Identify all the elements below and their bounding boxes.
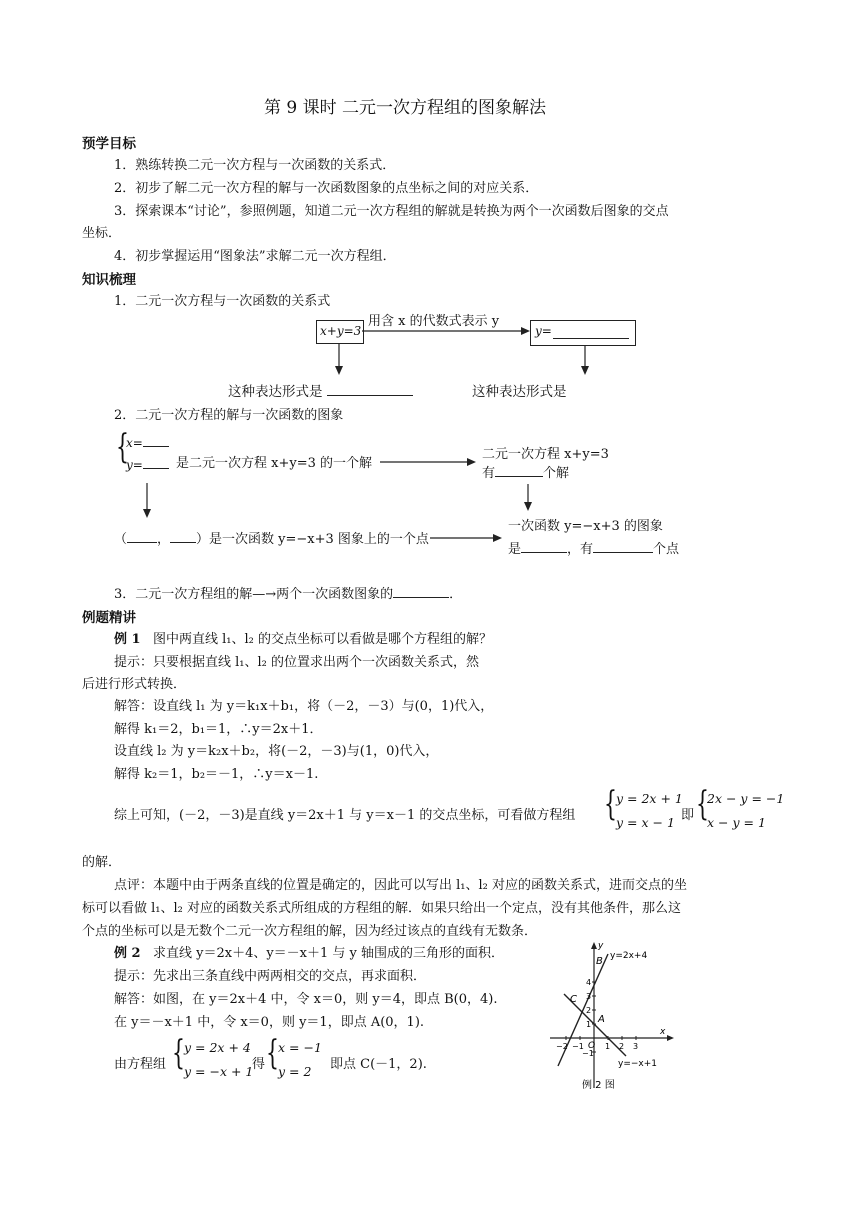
x-tick-2: 2: [619, 1042, 625, 1051]
example-1-summary: 综上可知，(－2，－3)是直线 y＝2x＋1 与 y＝x－1 的交点坐标，可看做方程组: [114, 808, 576, 823]
x-tick-3: 3: [633, 1042, 639, 1051]
right-text-4: 是 ，有 个点: [508, 542, 680, 557]
section-heading-goals: 预学目标: [82, 136, 136, 152]
word-ji: 即: [681, 808, 695, 823]
brace-a: {: [604, 784, 617, 824]
figure-caption: 例 2 图: [582, 1080, 615, 1091]
example-2-question: 例 2 求直线 y＝2x＋4、y＝－x＋1 与 y 轴围成的三角形的面积．: [114, 946, 505, 961]
x-tick-1: 1: [605, 1042, 611, 1051]
example-2-step-3b: 即点 C(－1，2).: [330, 1057, 427, 1072]
x-tick-neg2: −2: [556, 1042, 568, 1051]
example-2-hint: 提示：先求出三条直线中两两相交的交点，再求面积．: [114, 969, 427, 984]
brace-c: {: [172, 1033, 185, 1073]
x-tick-neg1: −1: [572, 1042, 584, 1051]
y-tick-2: 2: [586, 1006, 592, 1015]
example-2-step-1: 解答：如图，在 y＝2x＋4 中，令 x＝0，则 y＝4，即点 B(0，4).: [114, 992, 498, 1007]
brace-d: {: [266, 1033, 279, 1073]
form-label-right: 这种表达形式是: [472, 384, 567, 400]
y-tick-4: 4: [586, 978, 592, 987]
word-de: 得: [252, 1057, 266, 1072]
goal-item-3-cont: 坐标．: [82, 226, 122, 241]
example-2-figure: [548, 938, 678, 1098]
solution-eq-2: y = 2: [278, 1064, 312, 1079]
diagram-solution-arrows: [0, 0, 860, 600]
y-tick-3: 3: [586, 992, 592, 1001]
system-a-eq-2: y = x − 1: [616, 815, 675, 830]
solution-text: 是二元一次方程 x+y=3 的一个解: [176, 456, 372, 471]
brace-solution: {: [116, 427, 129, 467]
example-2-step-2: 在 y＝－x＋1 中，令 x＝0，则 y＝1，即点 A(0，1).: [114, 1015, 425, 1030]
example-1-hint-2: 后进行形式转换．: [82, 677, 187, 692]
point-b-label: B: [596, 956, 603, 967]
axis-x-label: x: [660, 1027, 666, 1037]
goal-item-3: 3．探索课本“讨论”，参照例题，知道二元一次方程组的解就是转换为两个一次函数后图象的交点: [114, 204, 669, 219]
example-1-comment-2: 标可以看做 l₁、l₂ 对应的函数关系式所组成的方程组的解．如果只给出一个定点，没有其他条件，那么这: [82, 901, 682, 916]
y-axis-arrow: [591, 942, 597, 949]
solution-y: y=: [126, 458, 169, 472]
point-text: （ ， ）是一次函数 y=−x+3 图象上的一个点: [114, 532, 429, 547]
solution-x: x=: [126, 436, 169, 450]
point-a-label: A: [598, 1014, 605, 1025]
goal-item-4: 4．初步掌握运用“图象法”求解二元一次方程组．: [114, 249, 396, 264]
system-c-eq-2: y = −x + 1: [184, 1064, 254, 1079]
form-label-left: 这种表达形式是: [228, 380, 413, 400]
system-b-eq-2: x − y = 1: [707, 815, 766, 830]
axis-y-label: y: [598, 941, 604, 951]
right-text-1: 二元一次方程 x+y=3: [482, 447, 609, 462]
line-1-label: y=2x+4: [610, 951, 648, 961]
example-2-step-3a: 由方程组: [114, 1057, 167, 1072]
origin-label: O: [588, 1041, 596, 1051]
example-1-step-2: 解得 k₁＝2，b₁＝1，∴y＝2x＋1．: [114, 722, 323, 737]
example-1-step-4: 解得 k₂＝1，b₂＝－1，∴y＝x－1.: [114, 767, 319, 782]
section-heading-knowledge: 知识梳理: [82, 272, 136, 288]
knowledge-item-2: 2．二元一次方程的解与一次函数的图象: [114, 408, 344, 423]
point-c-label: C: [570, 994, 577, 1005]
example-1-comment-3: 个点的坐标可以是无数个二元一次方程组的解，因为经过该点的直线有无数条．: [82, 924, 538, 939]
line-2-label: y=−x+1: [618, 1059, 658, 1069]
brace-b: {: [696, 784, 709, 824]
knowledge-item-3: 3．二元一次方程组的解—→两个一次函数图象的 ．: [114, 587, 463, 602]
example-1-question: 例 1 图中两直线 l₁、l₂ 的交点坐标可以看做是哪个方程组的解？: [114, 632, 492, 647]
example-1-comment-1: 点评：本题中由于两条直线的位置是确定的，因此可以写出 l₁、l₂ 对应的函数关系式，进而交点的坐: [114, 878, 688, 893]
example-1-hint-1: 提示：只要根据直线 l₁、l₂ 的位置求出两个一次函数关系式，然: [114, 655, 480, 670]
goal-item-2: 2．初步了解二元一次方程的解与一次函数图象的点坐标之间的对应关系．: [114, 181, 539, 196]
section-heading-examples: 例题精讲: [82, 610, 136, 626]
arrow-label: 用含 x 的代数式表示 y: [368, 314, 500, 329]
box-equation-text: x+y=3: [320, 324, 362, 338]
y-tick-1: 1: [586, 1020, 592, 1029]
y-tick-neg1: −1: [582, 1049, 594, 1058]
right-text-2: 有 个解: [482, 466, 570, 481]
x-axis-arrow: [667, 1035, 674, 1041]
right-text-3: 一次函数 y=−x+3 的图象: [508, 519, 663, 534]
solution-eq-1: x = −1: [278, 1040, 322, 1055]
system-c-eq-1: y = 2x + 4: [184, 1040, 251, 1055]
goal-item-1: 1．熟练转换二元一次方程与一次函数的关系式．: [114, 158, 396, 173]
example-1-step-1: 解答：设直线 l₁ 为 y＝k₁x＋b₁，将（－2，－3）与(0，1)代入，: [114, 699, 494, 714]
page-title: 第 9 课时 二元一次方程组的图象解法: [264, 98, 547, 118]
example-1-step-3: 设直线 l₂ 为 y＝k₂x＋b₂，将(－2，－3)与(1，0)代入，: [114, 744, 439, 759]
system-a-eq-1: y = 2x + 1: [616, 791, 683, 806]
knowledge-item-1: 1．二元一次方程与一次函数的关系式: [114, 294, 331, 309]
box-function-text: y=: [535, 324, 552, 338]
system-b-eq-1: 2x − y = −1: [707, 791, 785, 806]
example-1-answer-end: 的解．: [82, 855, 122, 870]
